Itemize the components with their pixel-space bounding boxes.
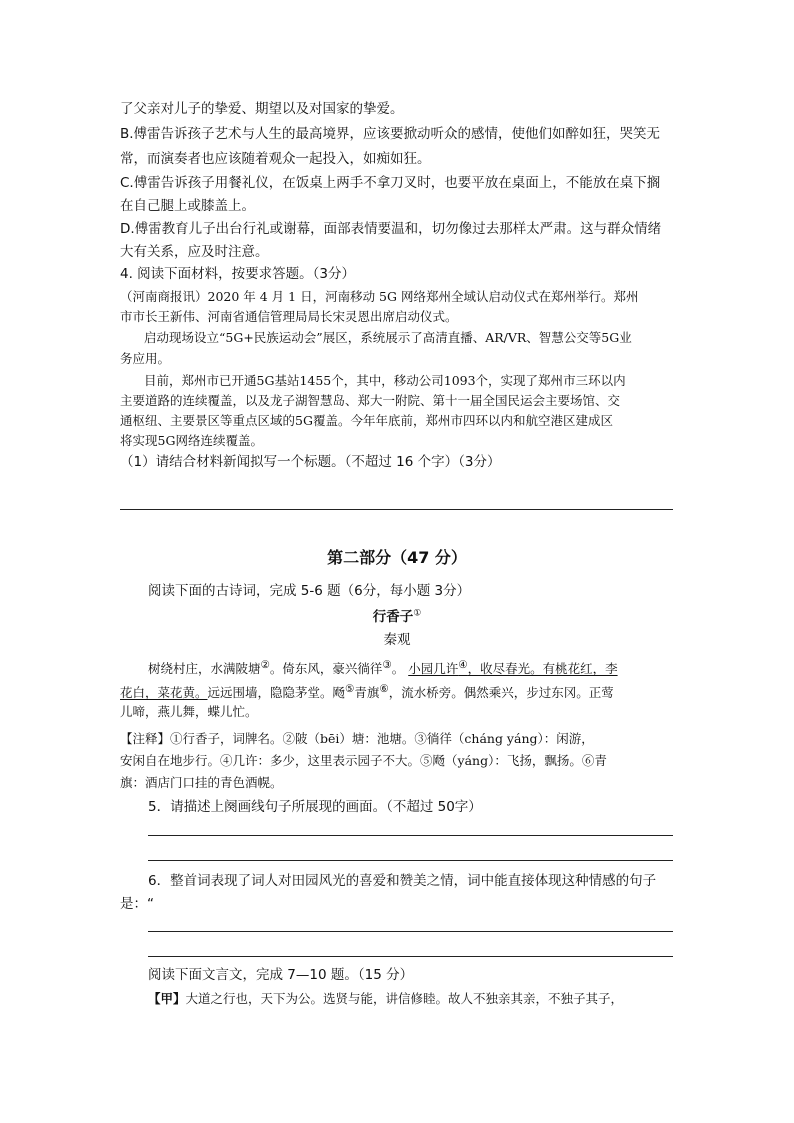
answer-line-q4[interactable] <box>120 509 673 510</box>
poem-title-note-mark: ① <box>413 608 422 619</box>
poem-intro: 阅读下面的古诗词，完成 5-6 题（6分，每小题 3分） <box>148 583 471 599</box>
q4-subquestion-1: （1）请结合材料新闻拟写一个标题。（不超过 16 个字）（3分） <box>120 454 501 470</box>
option-b-line1: B.傅雷告诉孩子艺术与人生的最高境界，应该要掀动听众的感情，使他们如醉如狂，哭笑无 <box>120 126 661 142</box>
question-5: 5．请描述上阕画线句子所展现的画面。（不超过 50字） <box>148 799 482 815</box>
notes-line: 【注释】①行香子，词牌名。②陂（bēi）塘：池塘。③徜徉（cháng yáng）：闲游， <box>120 731 594 746</box>
option-c-line1: C.傅雷告诉孩子用餐礼仪，在饭桌上两手不拿刀叉时，也要平放在桌面上，不能放在桌下搁 <box>120 175 661 191</box>
q4-material-line: 通枢纽、主要景区等重点区域的5G覆盖。今年年底前，郑州市四环以内和航空港区建成区 <box>120 413 613 428</box>
q4-material-line: 主要道路的连续覆盖，以及龙子湖智慧岛、郑大一附院、第十一届全国民运会主要场馆、交 <box>120 393 621 408</box>
q4-material-line: （河南商报讯）2020 年 4 月 1 日，河南移动 5G 网络郑州全域认启动仪式在郑州举行。郑州 <box>120 289 639 304</box>
poem-title-text: 行香子 <box>372 609 414 625</box>
question-6-line2: 是：“ <box>120 896 154 912</box>
poem-line-1: 树绕村庄，水满陂塘②。倚东风，豪兴徜徉③。 小园几许④，收尽春光。有桃花红，李 <box>148 659 618 677</box>
q4-material-line: 务应用。 <box>120 351 171 366</box>
question-6-line1: 6．整首词表现了词人对田园风光的喜爱和赞美之情，词中能直接体现这种情感的句子 <box>148 873 657 889</box>
underlined-phrase: 小园几许④，收尽春光。有桃花红，李 <box>408 659 618 677</box>
notes-line: 旗：酒店门口挂的青色酒幌。 <box>120 775 283 790</box>
poem-line-3: 儿啼，燕儿舞，蝶儿忙。 <box>120 704 258 719</box>
q4-material-line: 目前，郑州市已开通5G基站1455个，其中，移动公司1093个，实现了郑州市三环以内 <box>144 373 626 388</box>
answer-line-q5[interactable] <box>148 835 673 836</box>
jia-text-line: 【甲】大道之行也，天下为公。选贤与能，讲信修睦。故人不独亲其亲，不独子其子， <box>148 991 624 1006</box>
option-d-line1: D.傅雷教育儿子出台行礼或谢幕，面部表情要温和，切勿像过去那样太严肃。这与群众情绪 <box>120 221 662 237</box>
poem-title <box>0 605 794 625</box>
notes-line: 安闲自在地步行。④几许：多少，这里表示园子不大。⑤飏（yáng）：飞扬，飘扬。⑥青 <box>120 753 607 768</box>
q4-stem: 4. 阅读下面材料，按要求答题。（3分） <box>120 266 356 282</box>
option-a-tail: 了父亲对儿子的挚爱、期望以及对国家的挚爱。 <box>120 101 404 117</box>
jia-label: 【甲】 <box>148 991 186 1006</box>
classical-intro: 阅读下面文言文，完成 7—10 题。（15 分） <box>148 967 414 983</box>
q4-material-line: 将实现5G网络连续覆盖。 <box>120 433 263 448</box>
q4-material-line: 启动现场设立“5G+民族运动会”展区，系统展示了高清直播、AR/VR、智慧公交等5G业 <box>144 330 632 345</box>
poem-author: 秦观 <box>383 632 411 648</box>
underlined-phrase: 花白，菜花黄。 <box>120 685 208 701</box>
answer-line-q6[interactable] <box>148 956 673 957</box>
answer-line-q6[interactable] <box>148 931 673 932</box>
option-c-line2: 在自己腿上或膝盖上。 <box>120 198 255 214</box>
q4-material-line: 市市长王新伟、河南省通信管理局局长宋灵恩出席启动仪式。 <box>120 309 458 324</box>
answer-line-q5[interactable] <box>148 860 673 861</box>
part-two-title: 第二部分（47 分） <box>327 548 467 567</box>
poem-line-2: 花白，菜花黄。远远围墙，隐隐茅堂。飏⑤青旗⑥，流水桥旁。偶然乘兴，步过东冈。正莺 <box>120 683 614 701</box>
option-b-line2: 常，而演奏者也应该随着观众一起投入，如痴如狂。 <box>120 151 431 167</box>
option-d-line2: 大有关系，应及时注意。 <box>120 244 269 260</box>
